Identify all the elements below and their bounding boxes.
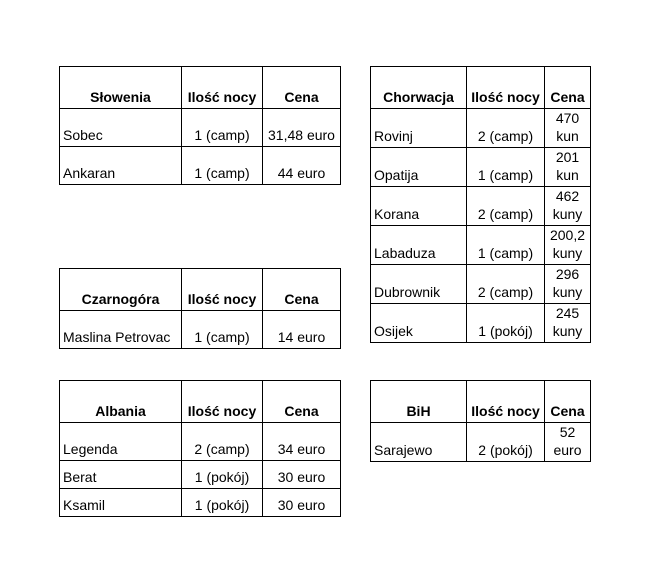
nights-cell: 2 (camp)	[467, 187, 545, 226]
price-cell: 31,48 euro	[263, 109, 341, 147]
table-row	[371, 109, 591, 148]
place-cell: Maslina Petrovac	[60, 311, 182, 349]
nights-cell: 1 (pokój)	[182, 461, 263, 489]
place-cell: Sobec	[60, 109, 182, 147]
country-header: Chorwacja	[371, 67, 467, 109]
table-header-row	[371, 381, 591, 423]
table-row	[371, 265, 591, 304]
country-header: Słowenia	[60, 67, 182, 109]
price-header: Cena	[263, 269, 341, 311]
place-cell: Dubrownik	[371, 265, 467, 304]
nights-cell: 1 (camp)	[467, 148, 545, 187]
price-cell: 201 kun	[545, 148, 591, 187]
table-row	[371, 148, 591, 187]
nights-cell: 2 (pokój)	[467, 423, 545, 462]
nights-cell: 1 (camp)	[182, 147, 263, 185]
price-cell: 200,2 kuny	[545, 226, 591, 265]
place-cell: Ankaran	[60, 147, 182, 185]
price-cell: 34 euro	[263, 423, 341, 461]
place-cell: Korana	[371, 187, 467, 226]
price-cell: 30 euro	[263, 461, 341, 489]
table-row	[60, 423, 341, 461]
price-cell: 30 euro	[263, 489, 341, 517]
nights-cell: 2 (camp)	[182, 423, 263, 461]
price-cell: 296 kuny	[545, 265, 591, 304]
nights-cell: 1 (pokój)	[182, 489, 263, 517]
price-header: Cena	[545, 67, 591, 109]
nights-cell: 1 (pokój)	[467, 304, 545, 343]
country-header: Czarnogóra	[60, 269, 182, 311]
price-header: Cena	[263, 381, 341, 423]
price-cell: 52 euro	[545, 423, 591, 462]
nights-cell: 2 (camp)	[467, 109, 545, 148]
place-cell: Berat	[60, 461, 182, 489]
place-cell: Labaduza	[371, 226, 467, 265]
nights-cell: 2 (camp)	[467, 265, 545, 304]
country-header: BiH	[371, 381, 467, 423]
price-cell: 470 kun	[545, 109, 591, 148]
table-row	[60, 461, 341, 489]
table-row	[371, 304, 591, 343]
table-header-row	[371, 67, 591, 109]
price-header: Cena	[263, 67, 341, 109]
table-header-row	[60, 269, 341, 311]
table-row	[60, 311, 341, 349]
table-row	[60, 147, 341, 185]
table-row	[371, 187, 591, 226]
nights-header: Ilość nocy	[467, 67, 545, 109]
place-cell: Rovinj	[371, 109, 467, 148]
place-cell: Opatija	[371, 148, 467, 187]
price-cell: 245 kuny	[545, 304, 591, 343]
nights-header: Ilość nocy	[182, 269, 263, 311]
table-bih	[370, 380, 591, 462]
table-row	[60, 109, 341, 147]
price-cell: 462 kuny	[545, 187, 591, 226]
nights-cell: 1 (camp)	[467, 226, 545, 265]
price-cell: 14 euro	[263, 311, 341, 349]
nights-cell: 1 (camp)	[182, 109, 263, 147]
table-montenegro	[59, 268, 341, 349]
table-header-row	[60, 381, 341, 423]
nights-header: Ilość nocy	[182, 67, 263, 109]
price-header: Cena	[545, 381, 591, 423]
table-row	[60, 489, 341, 517]
price-cell: 44 euro	[263, 147, 341, 185]
place-cell: Osijek	[371, 304, 467, 343]
place-cell: Sarajewo	[371, 423, 467, 462]
country-header: Albania	[60, 381, 182, 423]
table-croatia	[370, 66, 591, 343]
nights-header: Ilość nocy	[182, 381, 263, 423]
nights-header: Ilość nocy	[467, 381, 545, 423]
place-cell: Legenda	[60, 423, 182, 461]
place-cell: Ksamil	[60, 489, 182, 517]
table-slovenia	[59, 66, 341, 185]
table-header-row	[60, 67, 341, 109]
table-row	[371, 423, 591, 462]
table-albania	[59, 380, 341, 517]
nights-cell: 1 (camp)	[182, 311, 263, 349]
table-row	[371, 226, 591, 265]
